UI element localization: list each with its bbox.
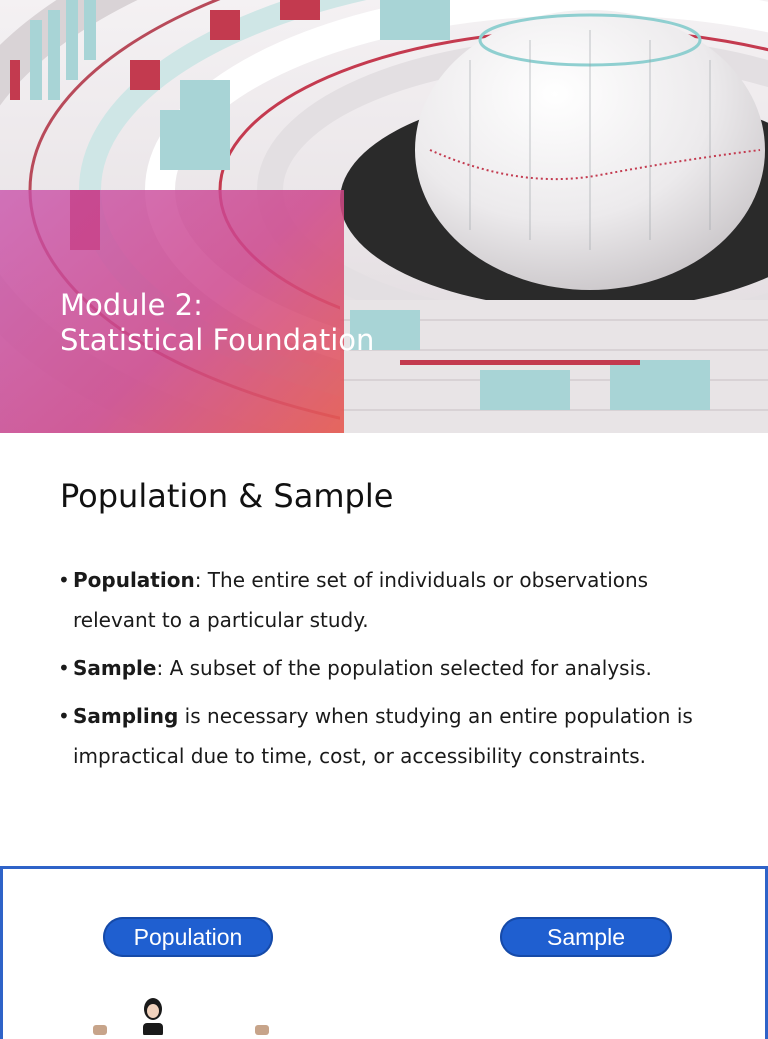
bullet-term: Population (73, 568, 195, 592)
bullet-term: Sample (73, 656, 157, 680)
bullet-text: : A subset of the population selected for analysis. (156, 656, 652, 680)
module-title-line2: Statistical Foundation (60, 323, 375, 357)
bullet-text: : The entire set of individuals or observations relevant to a particular study. (73, 568, 649, 632)
sample-label-pill: Sample (500, 917, 672, 957)
bullet-list (58, 560, 698, 784)
bullet-population (58, 560, 698, 640)
person-figures-icon (83, 995, 283, 1035)
bullet-sampling (58, 696, 698, 776)
slide-title: Population & Sample (60, 477, 394, 515)
bullet-text: is necessary when studying an entire population is impractical due to time, cost, or accessibility constraints. (73, 704, 693, 768)
population-label-pill: Population (103, 917, 273, 957)
population-sample-diagram (0, 866, 768, 1039)
hero-banner (0, 0, 768, 433)
bullet-sample (58, 648, 698, 688)
module-title (60, 288, 374, 358)
bullet-term: Sampling (73, 704, 179, 728)
module-title-line1: Module 2: (60, 288, 203, 322)
